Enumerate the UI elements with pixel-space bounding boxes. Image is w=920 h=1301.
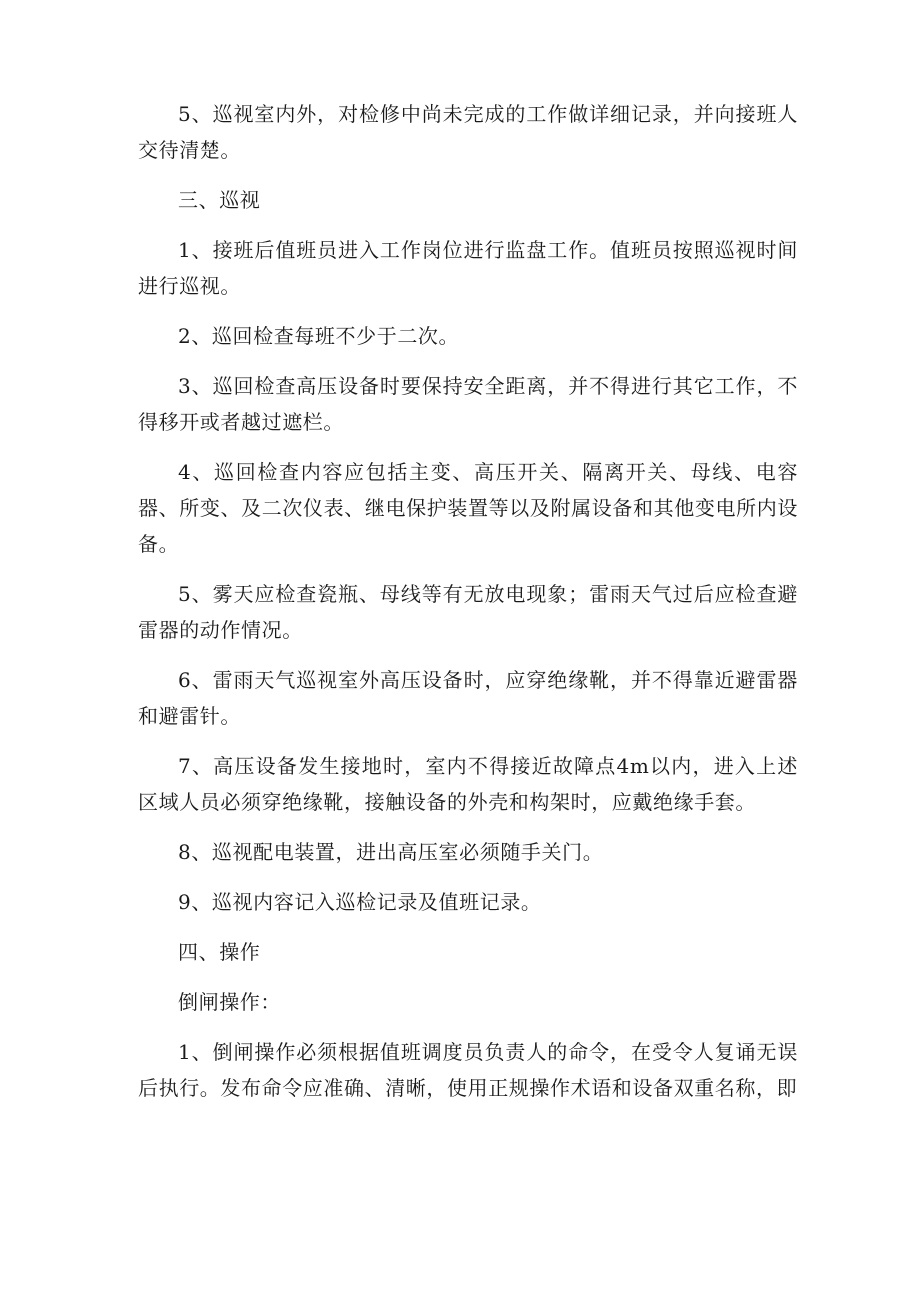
paragraph-9: 8、巡视配电装置，进出高压室必须随手关门。 bbox=[178, 840, 604, 864]
paragraph-6: 5、雾天应检查瓷瓶、母线等有无放电现象；雷雨天气过后应检查避雷器的动作情况。 bbox=[138, 582, 798, 642]
subheading-switching-operation: 倒闸操作： bbox=[178, 990, 281, 1014]
paragraph-1: 5、巡视室内外，对检修中尚未完成的工作做详细记录，并向接班人交待清楚。 bbox=[138, 102, 798, 162]
paragraph-4: 3、巡回检查高压设备时要保持安全距离，并不得进行其它工作，不得移开或者越过遮栏。 bbox=[138, 374, 798, 434]
paragraph-5: 4、巡回检查内容应包括主变、高压开关、隔离开关、母线、电容器、所变、及二次仪表、继电保护装置等以及附属设备和其他变电所内设备。 bbox=[138, 460, 798, 556]
paragraph-8: 7、高压设备发生接地时，室内不得接近故障点4m以内，进入上述区域人员必须穿绝缘靴，接触设备的外壳和构架时，应戴绝缘手套。 bbox=[138, 754, 798, 814]
section-heading-operation: 四、操作 bbox=[178, 940, 261, 964]
section-heading-inspection: 三、巡视 bbox=[178, 188, 261, 212]
paragraph-10: 9、巡视内容记入巡检记录及值班记录。 bbox=[178, 890, 542, 914]
paragraph-7: 6、雷雨天气巡视室外高压设备时，应穿绝缘靴，并不得靠近避雷器和避雷针。 bbox=[138, 668, 798, 728]
paragraph-2: 1、接班后值班员进入工作岗位进行监盘工作。值班员按照巡视时间进行巡视。 bbox=[138, 238, 798, 298]
document-body bbox=[138, 96, 798, 1120]
paragraph-3: 2、巡回检查每班不少于二次。 bbox=[178, 324, 460, 348]
paragraph-11: 1、倒闸操作必须根据值班调度员负责人的命令，在受令人复诵无误后执行。发布命令应准确、清晰，使用正规操作术语和设备双重名称，即 bbox=[138, 1040, 798, 1100]
